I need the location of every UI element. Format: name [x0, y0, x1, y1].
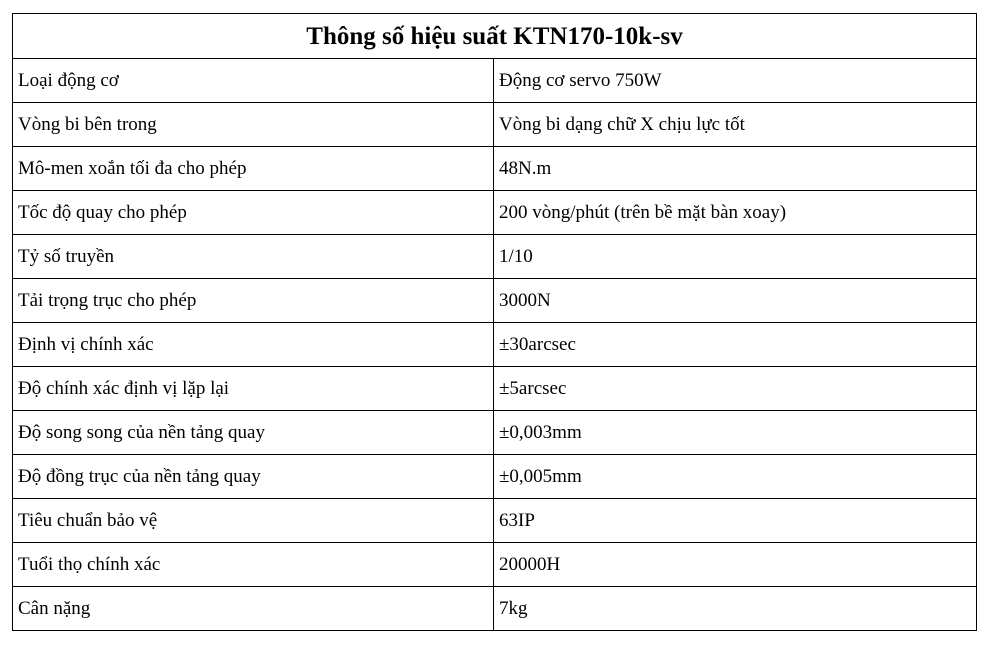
spec-value: Vòng bi dạng chữ X chịu lực tốt	[494, 103, 977, 147]
spec-label: Mô-men xoắn tối đa cho phép	[13, 147, 494, 191]
table-row	[13, 323, 977, 367]
spec-value: 200 vòng/phút (trên bề mặt bàn xoay)	[494, 191, 977, 235]
spec-label: Cân nặng	[13, 587, 494, 631]
table-row	[13, 59, 977, 103]
table-row	[13, 103, 977, 147]
spec-value: 7kg	[494, 587, 977, 631]
spec-label: Tải trọng trục cho phép	[13, 279, 494, 323]
table-row	[13, 191, 977, 235]
spec-label: Độ song song của nền tảng quay	[13, 411, 494, 455]
spec-label: Độ đồng trục của nền tảng quay	[13, 455, 494, 499]
spec-value: 63IP	[494, 499, 977, 543]
spec-label: Loại động cơ	[13, 59, 494, 103]
spec-label: Vòng bi bên trong	[13, 103, 494, 147]
table-row	[13, 499, 977, 543]
spec-table	[12, 13, 977, 631]
spec-value: ±0,005mm	[494, 455, 977, 499]
spec-label: Tiêu chuẩn bảo vệ	[13, 499, 494, 543]
spec-label: Tuổi thọ chính xác	[13, 543, 494, 587]
table-title-row	[13, 14, 977, 59]
spec-value: 3000N	[494, 279, 977, 323]
table-row	[13, 411, 977, 455]
spec-value: ±0,003mm	[494, 411, 977, 455]
spec-value: 48N.m	[494, 147, 977, 191]
spec-value: ±5arcsec	[494, 367, 977, 411]
table-row	[13, 279, 977, 323]
spec-value: Động cơ servo 750W	[494, 59, 977, 103]
spec-value: 1/10	[494, 235, 977, 279]
spec-label: Độ chính xác định vị lặp lại	[13, 367, 494, 411]
table-row	[13, 235, 977, 279]
spec-value: 20000H	[494, 543, 977, 587]
spec-value: ±30arcsec	[494, 323, 977, 367]
spec-label: Tốc độ quay cho phép	[13, 191, 494, 235]
table-row	[13, 147, 977, 191]
table-title: Thông số hiệu suất KTN170-10k-sv	[13, 14, 977, 59]
table-row	[13, 543, 977, 587]
spec-label: Định vị chính xác	[13, 323, 494, 367]
table-row	[13, 455, 977, 499]
table-row	[13, 587, 977, 631]
spec-label: Tỷ số truyền	[13, 235, 494, 279]
table-row	[13, 367, 977, 411]
